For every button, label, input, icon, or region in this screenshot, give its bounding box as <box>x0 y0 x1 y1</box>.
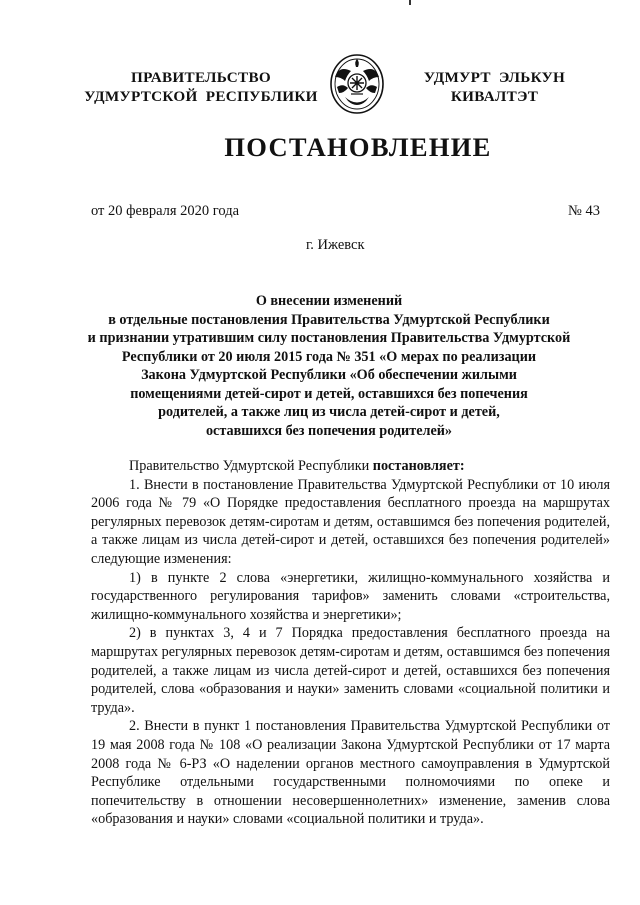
subject-line: в отдельные постановления Правительства Удмуртской Республики <box>108 311 550 328</box>
header-left-line2: УДМУРТСКОЙ РЕСПУБЛИКИ <box>84 88 318 105</box>
document-date: от 20 февраля 2020 года <box>91 203 240 219</box>
subject-line: и признании утратившим силу постановления Правительства Удмуртской <box>87 330 571 346</box>
subject-line: Республики от 20 июля 2015 года № 351 «О мерах по реализации <box>121 348 537 365</box>
subject-line: родителей, а также лиц из числа детей-сирот и детей, <box>158 404 500 420</box>
body-intro <box>91 457 610 476</box>
header-left-line1: ПРАВИТЕЛЬСТВО <box>130 69 272 86</box>
header-right-line1: УДМУРТ ЭЛЬКУН <box>423 69 566 86</box>
header-right <box>412 68 577 106</box>
subject-line: Закона Удмуртской Республики «Об обеспечении жилыми <box>141 367 517 383</box>
subject-line: помещениями детей-сирот и детей, оставшихся без попечения <box>130 385 528 402</box>
subject-line: оставшихся без попечения родителей» <box>205 422 453 439</box>
body-paragraph-2: 2. Внести в пункт 1 постановления Правительства Удмуртской Республики от 19 мая 2008 года № 108 «О реализации Закона Удмуртской Республики от 17 марта 2008 года № 6-РЗ «О наделении органов местного самоуправления в Удмуртской Республике отдельными государственными полномочиями по опеке и попечительству в отношении несовершеннолетних» изменение, заменив слова «образования и науки» словами «социальной политики и труда». <box>91 718 610 828</box>
body-paragraph-1-1: 1) в пункте 2 слова «энергетики, жилищно-коммунального хозяйства и государственного регулирования тарифов» заменить словами «строительства, жилищно-коммунального хозяйства и энергетики»; <box>91 569 610 623</box>
udmurt-coat-of-arms-icon <box>329 53 385 115</box>
body-intro-bold: постановляет: <box>372 458 465 474</box>
header-left <box>76 68 326 106</box>
document-number: № 43 <box>568 203 600 219</box>
subject-line: О внесении изменений <box>255 293 403 309</box>
body-intro-text: Правительство Удмуртской Республики <box>129 458 373 474</box>
header-right-line2: КИВАЛТЭТ <box>450 88 539 105</box>
body-paragraph-1: 1. Внести в постановление Правительства Удмуртской Республики от 10 июля 2006 года № 79 «О Порядке предоставления бесплатного проезда на маршрутах регулярных перевозок детям-сиротам и детям, оставшимся без попечения родителей, а также лицам из числа детей-сирот и детей, оставшихся без попечения родителей» следующие изменения: <box>91 476 610 567</box>
scan-mark <box>409 0 411 5</box>
document-city: г. Ижевск <box>306 237 365 253</box>
document-body <box>91 457 610 829</box>
body-paragraph-1-2: 2) в пунктах 3, 4 и 7 Порядка предоставления бесплатного проезда на маршрутах регулярных перевозок детям-сиротам и детям, оставшимся без попечения родителей, а также лицам из числа детей-сирот и детей, оставшихся без попечения родителей, слова «образования и науки» заменить словами «социальной политики и труда». <box>91 625 610 716</box>
document-subject <box>80 292 578 440</box>
document-title: ПОСТАНОВЛЕНИЕ <box>224 132 492 162</box>
